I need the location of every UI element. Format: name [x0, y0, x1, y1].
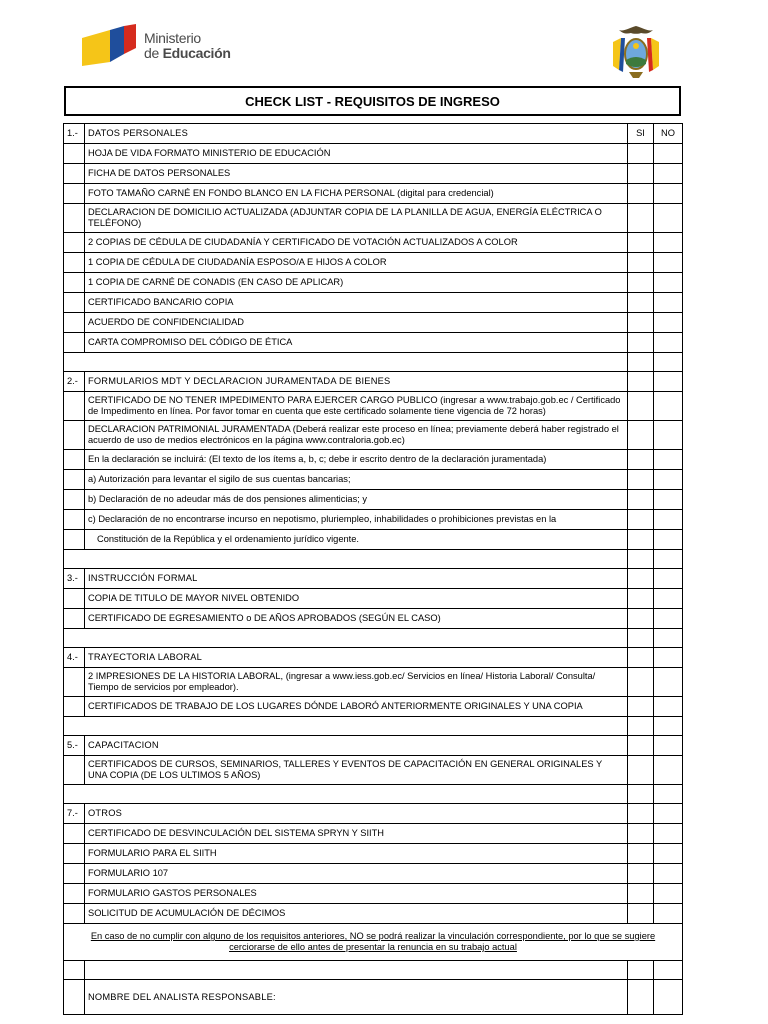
analyst-row	[64, 980, 683, 1015]
checklist-item-row	[64, 333, 683, 353]
no-checkbox[interactable]	[654, 668, 683, 697]
item-label: a) Autorización para levantar el sigilo de sus cuentas bancarias;	[85, 470, 628, 490]
section-number: 7.-	[64, 804, 85, 824]
item-label: ACUERDO DE CONFIDENCIALIDAD	[85, 313, 628, 333]
si-checkbox[interactable]	[628, 736, 654, 756]
section-number: 3.-	[64, 569, 85, 589]
no-checkbox[interactable]	[654, 824, 683, 844]
section-header-row	[64, 372, 683, 392]
spacer-row	[64, 629, 683, 648]
no-checkbox[interactable]	[654, 490, 683, 510]
si-checkbox[interactable]	[628, 333, 654, 353]
section-heading: TRAYECTORIA LABORAL	[85, 648, 628, 668]
requirements-checklist-table	[63, 123, 683, 1015]
analyst-signature-field[interactable]	[654, 980, 683, 1015]
no-checkbox[interactable]	[654, 756, 683, 785]
item-label: b) Declaración de no adeudar más de dos pensiones alimenticias; y	[85, 490, 628, 510]
ministerio-logo	[80, 24, 231, 68]
no-checkbox[interactable]	[654, 510, 683, 530]
checklist-item-row	[64, 164, 683, 184]
national-coat-of-arms-icon	[609, 24, 663, 80]
si-checkbox[interactable]	[628, 144, 654, 164]
no-checkbox[interactable]	[654, 844, 683, 864]
item-label: FICHA DE DATOS PERSONALES	[85, 164, 628, 184]
si-checkbox[interactable]	[628, 648, 654, 668]
checklist-item-row	[64, 253, 683, 273]
section-heading: INSTRUCCIÓN FORMAL	[85, 569, 628, 589]
si-checkbox[interactable]	[628, 510, 654, 530]
item-label: c) Declaración de no encontrarse incurso en nepotismo, pluriempleo, inhabilidades o prohibiciones previstas en la	[85, 510, 628, 530]
item-label: CARTA COMPROMISO DEL CÓDIGO DE ÉTICA	[85, 333, 628, 353]
spacer-row	[64, 961, 683, 980]
section-heading: CAPACITACION	[85, 736, 628, 756]
no-checkbox[interactable]	[654, 392, 683, 421]
no-checkbox[interactable]	[654, 569, 683, 589]
spacer-row	[64, 785, 683, 804]
checklist-item-row	[64, 293, 683, 313]
checklist-item-row	[64, 884, 683, 904]
section-header-row	[64, 736, 683, 756]
checklist-item-row	[64, 204, 683, 233]
no-checkbox[interactable]	[654, 333, 683, 353]
no-checkbox[interactable]	[654, 421, 683, 450]
section-header-row	[64, 124, 683, 144]
checklist-item-row	[64, 233, 683, 253]
spacer-row	[64, 717, 683, 736]
item-label: 1 COPIA DE CÉDULA DE CIUDADANÍA ESPOSO/A E HIJOS A COLOR	[85, 253, 628, 273]
checklist-item-row	[64, 392, 683, 421]
si-checkbox[interactable]	[628, 184, 654, 204]
no-checkbox[interactable]	[654, 233, 683, 253]
item-label: CERTIFICADO DE EGRESAMIENTO o DE AÑOS APROBADOS (SEGÚN EL CASO)	[85, 609, 628, 629]
no-checkbox[interactable]	[654, 450, 683, 470]
si-checkbox[interactable]	[628, 697, 654, 717]
si-checkbox[interactable]	[628, 824, 654, 844]
item-label: En la declaración se incluirá: (El texto de los ítems a, b, c; debe ir escrito dentro de la declaración juramentada)	[85, 450, 628, 470]
checklist-item-row	[64, 510, 683, 530]
no-checkbox[interactable]	[654, 609, 683, 629]
checklist-item-row	[64, 824, 683, 844]
checklist-item-row	[64, 589, 683, 609]
spacer-row	[64, 550, 683, 569]
si-checkbox[interactable]	[628, 864, 654, 884]
checklist-item-row	[64, 864, 683, 884]
si-checkbox[interactable]	[628, 293, 654, 313]
item-label: CERTIFICADOS DE TRABAJO DE LOS LUGARES DÓNDE LABORÓ ANTERIORMENTE ORIGINALES Y UNA COPIA	[85, 697, 628, 717]
section-heading: OTROS	[85, 804, 628, 824]
no-checkbox[interactable]	[654, 253, 683, 273]
section-number: 4.-	[64, 648, 85, 668]
si-checkbox[interactable]	[628, 421, 654, 450]
checklist-item-row	[64, 697, 683, 717]
item-label: SOLICITUD DE ACUMULACIÓN DE DÉCIMOS	[85, 904, 628, 924]
logo-text-line1: Ministerio	[144, 30, 201, 46]
si-checkbox[interactable]	[628, 204, 654, 233]
si-checkbox[interactable]	[628, 253, 654, 273]
no-checkbox[interactable]	[654, 648, 683, 668]
no-checkbox[interactable]	[654, 204, 683, 233]
si-checkbox[interactable]	[628, 450, 654, 470]
si-checkbox[interactable]	[628, 844, 654, 864]
no-checkbox[interactable]	[654, 697, 683, 717]
no-checkbox[interactable]	[654, 864, 683, 884]
si-checkbox[interactable]	[628, 273, 654, 293]
si-checkbox[interactable]	[628, 530, 654, 550]
section-header-row	[64, 804, 683, 824]
section-number: 5.-	[64, 736, 85, 756]
checklist-item-row	[64, 421, 683, 450]
logo-text-line2: de Educación	[144, 45, 231, 61]
checklist-item-row	[64, 904, 683, 924]
no-checkbox[interactable]	[654, 184, 683, 204]
checklist-item-row	[64, 313, 683, 333]
section-number: 2.-	[64, 372, 85, 392]
no-checkbox[interactable]	[654, 164, 683, 184]
section-heading: FORMULARIOS MDT Y DECLARACION JURAMENTADA DE BIENES	[85, 372, 628, 392]
warning-note-row	[64, 924, 683, 961]
si-checkbox[interactable]	[628, 609, 654, 629]
spacer-row	[64, 353, 683, 372]
si-checkbox[interactable]	[628, 470, 654, 490]
checklist-item-row	[64, 184, 683, 204]
item-label: CERTIFICADOS DE CURSOS, SEMINARIOS, TALLERES Y EVENTOS DE CAPACITACIÓN EN GENERAL ORIGINALES Y UNA COPIA (DE LOS ULTIMOS 5 AÑOS)	[85, 756, 628, 785]
section-heading: DATOS PERSONALES	[85, 124, 628, 144]
no-column-header: NO	[654, 124, 683, 144]
item-label: DECLARACION DE DOMICILIO ACTUALIZADA (ADJUNTAR COPIA DE LA PLANILLA DE AGUA, ENERGÍA ELÉCTRICA O TELÉFONO)	[85, 204, 628, 233]
no-checkbox[interactable]	[654, 273, 683, 293]
checklist-item-row	[64, 844, 683, 864]
si-checkbox[interactable]	[628, 904, 654, 924]
section-number: 1.-	[64, 124, 85, 144]
item-label: Constitución de la República y el ordenamiento jurídico vigente.	[85, 530, 628, 550]
no-checkbox[interactable]	[654, 530, 683, 550]
checklist-item-row	[64, 609, 683, 629]
no-checkbox[interactable]	[654, 589, 683, 609]
no-checkbox[interactable]	[654, 144, 683, 164]
si-checkbox[interactable]	[628, 372, 654, 392]
checklist-item-row	[64, 450, 683, 470]
section-header-row	[64, 569, 683, 589]
no-checkbox[interactable]	[654, 293, 683, 313]
checklist-item-row	[64, 470, 683, 490]
item-label: 1 COPIA DE CARNÉ DE CONADIS (EN CASO DE APLICAR)	[85, 273, 628, 293]
item-label: DECLARACION PATRIMONIAL JURAMENTADA (Deberá realizar este proceso en línea; previamente deberá haber registrado el acuerdo de uso de medios electrónicos en la página www.contraloria.gob.ec)	[85, 421, 628, 450]
checklist-item-row	[64, 490, 683, 510]
si-checkbox[interactable]	[628, 884, 654, 904]
no-checkbox[interactable]	[654, 804, 683, 824]
analyst-name-label: NOMBRE DEL ANALISTA RESPONSABLE:	[85, 980, 628, 1015]
si-column-header: SI	[628, 124, 654, 144]
si-checkbox[interactable]	[628, 392, 654, 421]
si-checkbox[interactable]	[628, 233, 654, 253]
item-label: 2 COPIAS DE CÉDULA DE CIUDADANÍA Y CERTIFICADO DE VOTACIÓN ACTUALIZADOS A COLOR	[85, 233, 628, 253]
si-checkbox[interactable]	[628, 164, 654, 184]
analyst-signature-field[interactable]	[628, 980, 654, 1015]
item-label: FORMULARIO 107	[85, 864, 628, 884]
si-checkbox[interactable]	[628, 313, 654, 333]
no-checkbox[interactable]	[654, 884, 683, 904]
checklist-item-row	[64, 144, 683, 164]
checklist-item-row	[64, 668, 683, 697]
section-header-row	[64, 648, 683, 668]
item-label: HOJA DE VIDA FORMATO MINISTERIO DE EDUCACIÓN	[85, 144, 628, 164]
item-label: CERTIFICADO DE DESVINCULACIÓN DEL SISTEMA SPRYN Y SIITH	[85, 824, 628, 844]
si-checkbox[interactable]	[628, 668, 654, 697]
si-checkbox[interactable]	[628, 589, 654, 609]
si-checkbox[interactable]	[628, 490, 654, 510]
no-checkbox[interactable]	[654, 372, 683, 392]
item-label: CERTIFICADO DE NO TENER IMPEDIMENTO PARA EJERCER CARGO PUBLICO (ingresar a www.trabajo.gob.ec / Certificado de Impedimento en línea. Por favor tomar en cuenta que este certificado solamente tiene vigencia de 72 horas)	[85, 392, 628, 421]
checklist-item-row	[64, 273, 683, 293]
si-checkbox[interactable]	[628, 756, 654, 785]
no-checkbox[interactable]	[654, 904, 683, 924]
item-label: FORMULARIO PARA EL SIITH	[85, 844, 628, 864]
no-checkbox[interactable]	[654, 313, 683, 333]
no-checkbox[interactable]	[654, 736, 683, 756]
document-title: CHECK LIST - REQUISITOS DE INGRESO	[64, 86, 681, 116]
checklist-item-row	[64, 756, 683, 785]
ministerio-logo-icon	[80, 24, 138, 68]
item-label: 2 IMPRESIONES DE LA HISTORIA LABORAL, (ingresar a www.iess.gob.ec/ Servicios en línea/ Historia Laboral/ Consulta/ Tiempo de servicios por empleador).	[85, 668, 628, 697]
item-label: FOTO TAMAÑO CARNÉ EN FONDO BLANCO EN LA FICHA PERSONAL (digital para credencial)	[85, 184, 628, 204]
warning-note: En caso de no cumplir con alguno de los requisitos anteriores, NO se podrá realizar la vinculación correspondiente, por lo que se sugiere cerciorarse de ello antes de presentar la renuncia en su trabajo actual	[64, 924, 683, 961]
si-checkbox[interactable]	[628, 804, 654, 824]
item-label: CERTIFICADO BANCARIO COPIA	[85, 293, 628, 313]
checklist-item-row	[64, 530, 683, 550]
item-label: FORMULARIO GASTOS PERSONALES	[85, 884, 628, 904]
item-label: COPIA DE TITULO DE MAYOR NIVEL OBTENIDO	[85, 589, 628, 609]
no-checkbox[interactable]	[654, 470, 683, 490]
si-checkbox[interactable]	[628, 569, 654, 589]
